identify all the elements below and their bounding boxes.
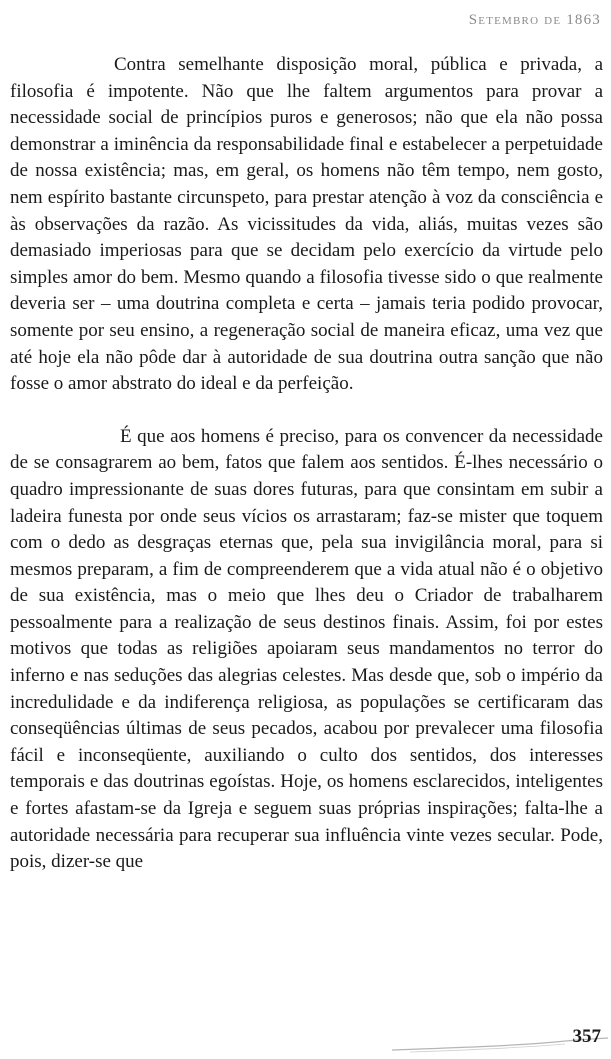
paragraph: Contra semelhante disposição moral, pública e privada, a filosofia é impotente. Não que lhe faltem argumentos para provar a necessidade social de princípios puros e generosos; não que ela não possa demonstrar a iminência da responsabilidade final e estabelecer a perpetuidade de nossa existência; mas, em geral, os homens não têm tempo, nem gosto, nem espírito bastante circunspeto, para prestar atenção à voz da consciência e às observações da razão. As vicissitudes da vida, aliás, muitas vezes são demasiado imperiosas para que se decidam pelo exercício da virtude pelo simples amor do bem. Mesmo quando a filosofia tivesse sido o que realmente deveria ser – uma doutrina completa e certa – jamais teria podido provocar, somente por seu ensino, a regeneração social de maneira eficaz, uma vez que até hoje ela não pôde dar à autoridade de sua doutrina outra sanção que não fosse o amor abstrato do ideal e da perfeição. — [10, 54, 603, 395]
page-body — [10, 52, 603, 876]
page-number: 357 — [572, 1026, 601, 1047]
running-header: Setembro de 1863 — [468, 12, 601, 28]
paragraph: É que aos homens é preciso, para os convencer da necessidade de se consagrarem ao bem, fatos que falem aos sentidos. É-lhes necessário o quadro impressionante de suas dores futuras, para que consintam em subir a ladeira funesta por onde seus vícios os arrastaram; faz-se mister que toquem com o dedo as desgraças eternas que, pela sua invigilância moral, para si mesmos preparam, a fim de compreenderem que a vida atual não é o objetivo de sua existência, mas o meio que lhes deu o Criador de trabalharem pessoalmente para a realização de seus destinos finais. Assim, foi por estes motivos que todas as religiões apoiaram seus mandamentos no terror do inferno e nas seduções das alegrias celestes. Mas desde que, sob o império da incredulidade e da indiferença religiosa, as populações se certificaram das conseqüências últimas de seus pecados, acabou por prevalecer uma filosofia fácil e inconseqüente, auxiliando o culto dos sentidos, dos interesses temporais e das doutrinas egoístas. Hoje, os homens esclarecidos, inteligentes e fortes afastam-se da Igreja e seguem suas próprias inspirações; falta-lhe a autoridade necessária para recuperar sua influência vinte vezes secular. Pode, pois, dizer-se que — [10, 425, 603, 873]
